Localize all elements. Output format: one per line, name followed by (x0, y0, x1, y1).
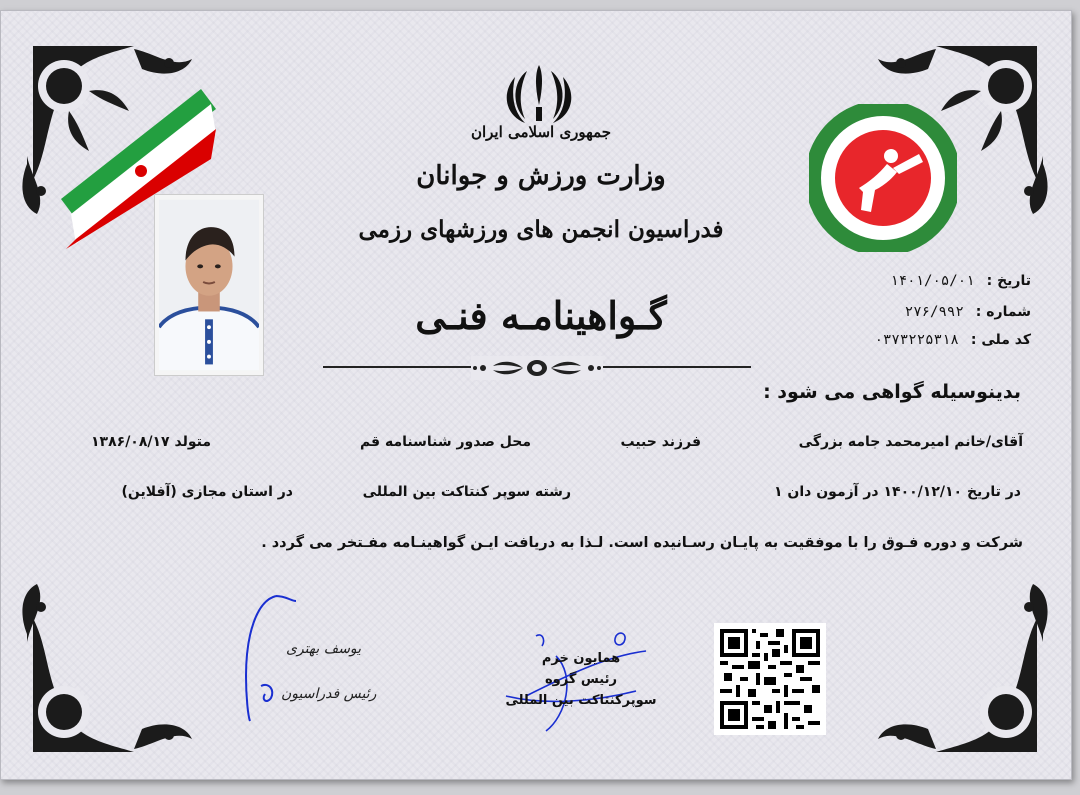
federation-logo-icon (809, 104, 957, 252)
student-photo (154, 194, 264, 376)
title-ornament-icon (471, 356, 603, 380)
national-id-label: کد ملی : (970, 332, 1031, 348)
certificate-title: گـواهینامـه فنـی (415, 293, 667, 338)
ministry-heading: وزارت ورزش و جوانان (416, 161, 666, 191)
issue-place: محل صدور شناسنامه قم (359, 434, 531, 450)
federation-heading: فدراسیون انجمن های ورزشهای رزمی (358, 216, 724, 243)
corner-ornament-bottom-right (861, 567, 1051, 757)
group-head-name: همایون خرم (541, 651, 621, 666)
republic-heading: جمهوری اسلامی ایران (470, 123, 612, 141)
number-field (851, 304, 1031, 320)
national-id-value: ۰۳۷۳۲۲۵۳۱۸ (874, 332, 959, 348)
president-role: رئیس فدراسیون (281, 686, 377, 702)
corner-ornament-bottom-left (19, 567, 209, 757)
number-label: شماره : (975, 304, 1031, 320)
qr-code-icon (720, 629, 820, 729)
iran-emblem-icon (503, 63, 575, 127)
certificate (0, 10, 1072, 780)
date-label: تاریخ : (986, 273, 1031, 289)
qr-code[interactable] (714, 623, 826, 735)
exam-date: در تاریخ ۱۴۰۰/۱۲/۱۰ در آزمون دان ۱ (774, 484, 1021, 500)
national-id-field (851, 332, 1031, 348)
date-value: ۱۴۰۱/۰۵/۰۱ (890, 273, 975, 289)
holder-name: آقای/خانم امیرمحمد جامه بزرگی (798, 434, 1023, 450)
group-head-discipline: سوپرکنتاکت بین المللی (505, 693, 657, 708)
group-head-role: رئیس گروه (545, 672, 617, 687)
number-value: ۲۷۶/۹۹۲ (904, 304, 964, 320)
portrait-image (159, 199, 259, 371)
discipline: رشته سوپر کنتاکت بین المللی (362, 484, 571, 500)
closing-statement: شرکت و دوره فـوق را با موفقیت به پایـان رسـانیده است. لـذا به دریافت ایـن گواهینـامه مفـتخر می گردد . (261, 535, 1023, 551)
province: در استان مجازی (آفلاین) (121, 484, 293, 500)
president-name: یوسف بهتری (286, 641, 362, 657)
birth-date: متولد ۱۳۸۶/۰۸/۱۷ (91, 434, 211, 450)
date-field (851, 273, 1031, 289)
father-name: فرزند حبیب (620, 434, 701, 450)
certify-statement: بدینوسیله گواهی می شود : (763, 381, 1021, 403)
